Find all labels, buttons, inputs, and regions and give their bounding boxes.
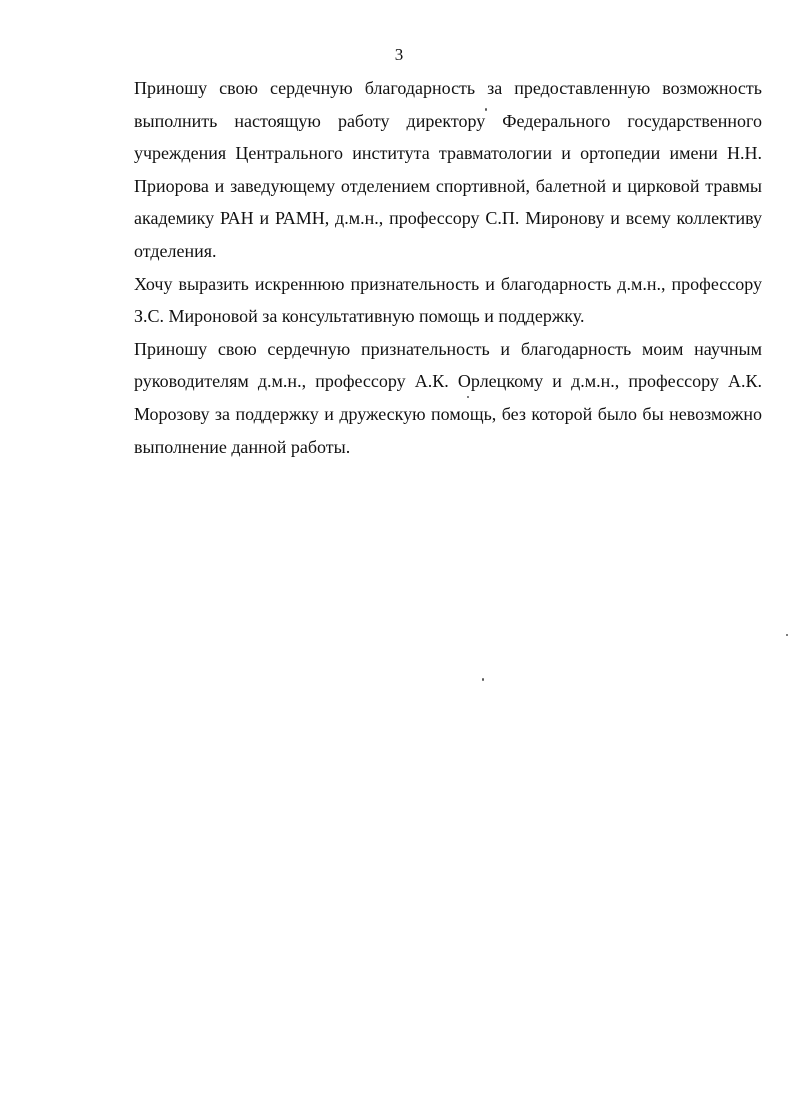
scan-speck	[482, 678, 484, 681]
scan-speck	[786, 634, 788, 636]
paragraph-gratitude-director: Приношу свою сердечную благодарность за предоставленную возможность выполнить настоящую работу директору Федерального государственного учреждения Центрального института травматологии и ортопедии имени Н.Н. Приорова и заведующему отделением спортивной, балетной и цирковой травмы академику РАН и РАМН, д.м.н., профессору С.П. Миронову и всему коллективу отделения.	[134, 78, 762, 261]
paragraph-gratitude-supervisors: Приношу свою сердечную признательность и благодарность моим научным руководителям д.м.н., профессору А.К. Орлецкому и д.м.н., профессору А.К. Морозову за поддержку и дружескую помощь, без которой было бы невозможно выполнение данной работы.	[134, 338, 762, 457]
scan-speck	[467, 396, 469, 398]
acknowledgements-text	[134, 72, 762, 463]
scan-speck	[485, 108, 487, 111]
page-number: 3	[394, 45, 404, 64]
paragraph-gratitude-mironova: Хочу выразить искреннюю признательность и благодарность д.м.н., профессору З.С. Мироновой за консультативную помощь и поддержку.	[134, 273, 762, 327]
